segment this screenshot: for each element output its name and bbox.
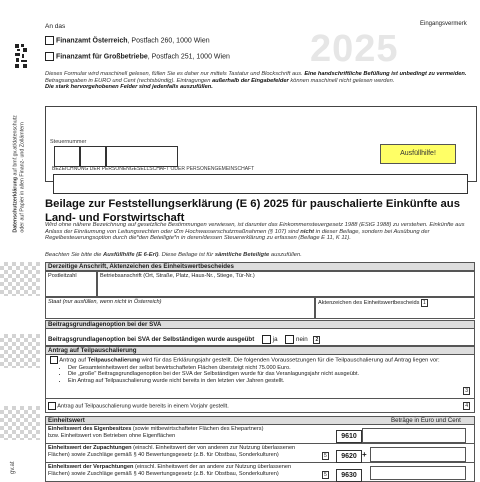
ew-row-1-line2: bzw. Einheitswert von Betrieben ohne Eigenflächen	[48, 432, 176, 439]
teilpauschalierung-checkbox[interactable]	[50, 356, 58, 364]
sva-nein-label: nein	[296, 336, 308, 344]
ew-row-2-amount-field[interactable]	[370, 447, 466, 462]
ew-row-1-amount-field[interactable]	[362, 428, 466, 443]
note-part: . Diese Beilage ist für	[158, 252, 215, 258]
betriebsanschrift-label: Betriebsanschrift (Ort, Straße, Platz, Haus-Nr., Stiege, Tür-Nr.)	[100, 273, 255, 279]
field-number-2: 2	[315, 337, 319, 344]
postleitzahl-field[interactable]	[45, 271, 97, 297]
steuernummer-field-3[interactable]	[106, 146, 178, 167]
teil-vorjahr-checkbox[interactable]	[48, 402, 56, 410]
intro-bold-1: Eine handschriftliche Befüllung ist unbedingt zu vermeiden.	[304, 71, 467, 77]
ew-row-1-title: Einheitswert des Eigenbesitzes	[48, 426, 132, 432]
sva-question: Beitragsgrundlagenoption bei SVA der Selbständigen wurde ausgeübt	[48, 336, 255, 344]
finanzamt-1-name: Finanzamt Österreich	[55, 37, 128, 45]
finanzamt-2-name: Finanzamt für Großbetriebe	[55, 53, 148, 61]
ew-row-3-title: Einheitswert der Verpachtungen	[48, 464, 134, 470]
finanzamt-1-checkbox[interactable]	[45, 36, 54, 45]
aktenzeichen-label: Aktenzeichen des Einheitswertbescheids	[318, 300, 420, 306]
description-text	[45, 222, 475, 242]
intro-bold-3: Die stark hervorgehobenen Felder sind jedenfalls auszufüllen.	[45, 84, 213, 91]
steuernummer-label: Steuernummer	[50, 139, 87, 145]
left-pattern-strip	[0, 406, 40, 440]
sva-nein-checkbox[interactable]	[285, 335, 294, 344]
privacy-url: auf bmf.gv.at/datenschutz	[12, 115, 19, 177]
teilpauschalierung-block	[45, 355, 475, 399]
einheitswert-header	[45, 416, 475, 425]
ew-row-1-title-rest: (sowie mitbewirtschafteter Flächen des Ehepartners)	[131, 426, 264, 432]
betriebsanschrift-field[interactable]	[97, 271, 475, 297]
help-button[interactable]: Ausfüllhilfe!	[380, 144, 456, 164]
ew-row-2-title: Einheitswert der Zupachtungen	[48, 445, 132, 451]
field-number-5b: 5	[324, 472, 327, 478]
privacy-line-2: oder auf Papier in allen Finanz- und Zollämtern	[19, 122, 25, 233]
barcode-icon	[15, 44, 27, 68]
betraege-label: Beträge in Euro und Cent	[391, 417, 461, 424]
intro-part-1: Dieses Formular wird maschinell gelesen, füllen Sie es daher nur mittels Tastatur und Blockschrift aus.	[45, 71, 305, 77]
description-part: in dieser Beilage, sondern bei Ausübung der Regelbesteuerungsoption durch die*den Beteiligte*n in deren/dessen Steuererklärung zu erfassen (Beilage E 11, K 11).	[45, 228, 430, 242]
einheitswert-title: Einheitswert	[48, 417, 85, 424]
code-9620: 9620	[336, 450, 362, 463]
staat-field[interactable]	[45, 297, 315, 319]
teil-vorjahr-row	[45, 399, 475, 413]
finanzamt-1-address: , Postfach 260, 1000 Wien	[127, 37, 210, 45]
staat-label: Staat (nur ausfüllen, wenn nicht in Österreich)	[48, 299, 162, 305]
privacy-title: Datenschutzerklärung	[12, 176, 19, 233]
bezeichnung-label: BEZEICHNUNG DER PERSONENGESELLSCHAFT ODER PERSONENGEMEINSCHAFT	[52, 166, 255, 172]
note-part: Beachten Sie bitte die	[45, 252, 104, 258]
teil-text-b: Teilpauschalierung	[87, 357, 141, 364]
finanzamt-option-1[interactable]	[45, 36, 210, 45]
finanzamt-2-checkbox[interactable]	[45, 52, 54, 61]
code-9630: 9630	[336, 469, 362, 482]
field-number-3: 3	[465, 388, 468, 394]
description-bold: nicht	[300, 228, 315, 235]
left-pattern-strip	[0, 262, 40, 296]
year-watermark: 2025	[310, 28, 399, 70]
description-part: Wird ohne nähere Bezeichnung auf gesetzliche Bestimmungen verwiesen, ist darunter das Einkommensteuergesetz 1988 (EStG 1988) zu verstehen. Einkünfte aus Anlass der Einräumung von Leitungsrechten oder iZm Hochwasserschutzmaßnahmen (§ 107) sind	[45, 222, 465, 235]
teil-bullet-1: • Der Gesamteinheitswert der selbst bewirtschafteten Flächen übersteigt nicht 75.000 Euro.	[68, 365, 472, 372]
teil-bullet-2: • Die „große" Beitragsgrundlagenoption bei der SVA der Selbständigen wurde für das Veranlagungsjahr nicht ausgeübt.	[68, 371, 472, 378]
teil-text-c: wird für das Erklärungsjahr gestellt. Die folgenden Voraussetzungen für die Teilpauschalierung auf Antrag liegen vor:	[140, 357, 440, 364]
steuernummer-field-2[interactable]	[80, 146, 106, 167]
ew-row-2-title-rest: (einschl. Einheitswert der von anderen zur Nutzung überlassenen	[131, 445, 296, 451]
aktenzeichen-field[interactable]	[315, 297, 475, 319]
intro-bold-2: außerhalb der Eingabefelder	[211, 77, 289, 84]
field-number-4: 4	[465, 403, 468, 409]
intro-part-3: können maschinell nicht gelesen werden.	[288, 77, 395, 84]
description-note	[45, 252, 475, 258]
intro-part-2: Betragsangaben in EURO und Cent (rechtsbündig). Eintragungen	[45, 77, 212, 84]
teil-text-a: Antrag auf	[59, 357, 88, 364]
finanzamt-2-address: , Postfach 251, 1000 Wien	[147, 53, 230, 61]
sva-ja-checkbox[interactable]	[262, 335, 271, 344]
sva-header: Beitragsgrundlagenoption bei der SVA	[45, 320, 475, 329]
eingangsvermerk-label: Eingangsvermerk	[420, 21, 467, 27]
postleitzahl-label: Postleitzahl	[48, 273, 77, 279]
intro-text	[45, 71, 475, 91]
privacy-side-text	[12, 63, 25, 233]
address-to-label: An das	[45, 23, 66, 30]
note-part: auszufüllen.	[269, 252, 302, 258]
page-title: Beilage zur Feststellungserklärung (E 6) 2025 für pauschalierte Einkünfte aus Land- und Forstwirtschaft	[45, 198, 460, 224]
side-bottom-text: gv.at	[10, 461, 16, 474]
field-number-1: 1	[422, 300, 426, 306]
ew-row-3-amount-field[interactable]	[370, 466, 466, 480]
anschrift-header: Derzeitige Anschrift, Aktenzeichen des Einheitswertbescheides	[45, 262, 475, 271]
note-link[interactable]: Ausfüllhilfe (E 6-Erl)	[103, 252, 159, 258]
ew-row-3-title-rest: (einschl. Einheitswert der an andere zur Nutzung überlassenen	[133, 464, 292, 470]
field-number-5: 5	[324, 453, 327, 459]
bezeichnung-field[interactable]	[53, 174, 468, 194]
teilpauschalierung-header: Antrag auf Teilpauschalierung	[45, 346, 475, 355]
teil-bullet-3: • Ein Antrag auf Teilpauschalierung wurde nicht bereits in den letzten vier Jahren gestellt.	[68, 378, 472, 385]
steuernummer-field-1[interactable]	[54, 146, 80, 167]
sva-ja-label: ja	[272, 336, 278, 344]
note-bold: sämtliche Beteiligte	[214, 252, 270, 258]
ew-row-2-line2: Flächen) sowie Zuschläge gemäß § 40 Bewertungsgesetz (z.B. für Obstbau, Sonderkulturen)	[48, 451, 279, 458]
ew-row-3-line2: Flächen) sowie Zuschläge gemäß § 40 Bewertungsgesetz (z.B. für Obstbau, Sonderkulturen)	[48, 470, 279, 477]
code-9610: 9610	[336, 430, 362, 443]
finanzamt-option-2[interactable]	[45, 52, 230, 61]
teil-vorjahr-text: Antrag auf Teilpauschalierung wurde bereits in einem Vorjahr gestellt.	[57, 403, 229, 410]
sva-row	[45, 329, 475, 346]
plus-sign: +	[362, 450, 367, 459]
left-pattern-strip	[0, 334, 40, 368]
